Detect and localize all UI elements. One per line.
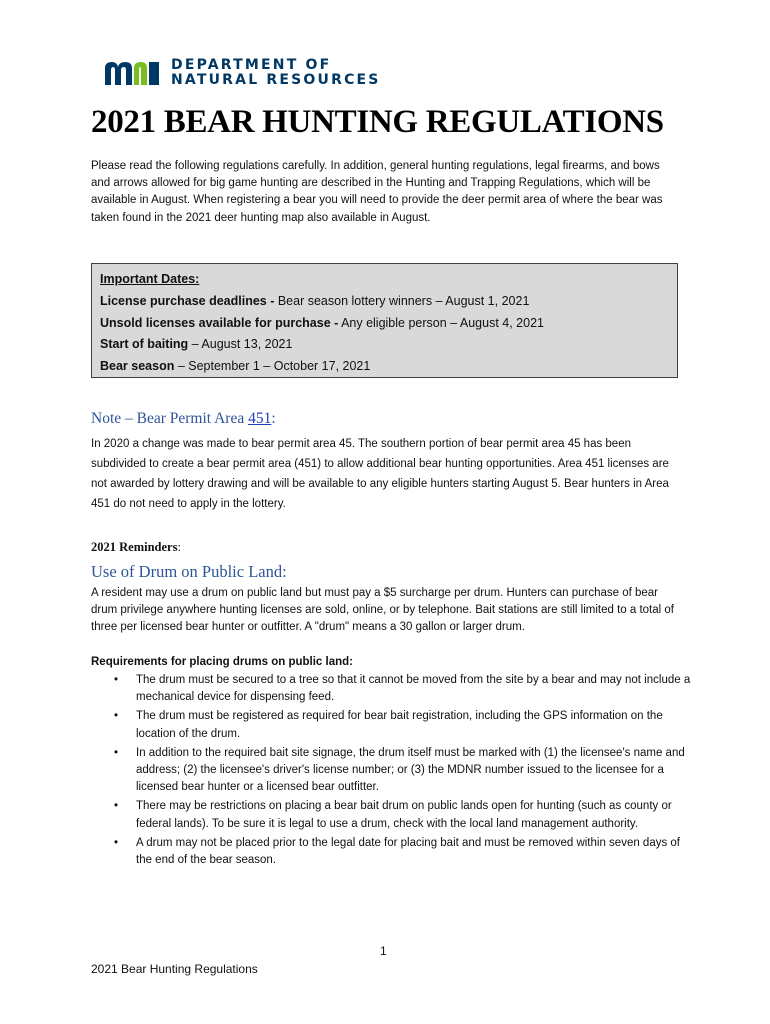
list-item-text: A drum may not be placed prior to the legal date for placing bait and must be removed within seven days of the end of the bear season. (136, 836, 681, 867)
date-value: Bear season lottery winners – August 1, 2021 (274, 293, 530, 308)
date-label: Bear season (100, 359, 175, 374)
bullet-icon: • (114, 674, 119, 686)
bullet-icon: • (114, 746, 119, 759)
logo-line2: NATURAL RESOURCES (171, 72, 381, 88)
date-label: Unsold licenses available for purchase - (100, 315, 339, 330)
page-title: 2021 BEAR HUNTING REGULATIONS (91, 104, 664, 140)
date-value: Any eligible person – August 4, 2021 (338, 315, 544, 330)
list-item (91, 745, 691, 797)
list-item-text: The drum must be secured to a tree so that it cannot be moved from the site by a bear and may not include a mechanical device for dispensing feed. (136, 674, 691, 704)
logo-line1: DEPARTMENT OF (171, 57, 332, 73)
list-item-text: The drum must be registered as required for bear bait registration, including the GPS information on the location of the drum. (136, 710, 663, 740)
note-heading-suffix: : (271, 410, 276, 427)
date-row (100, 291, 669, 313)
drum-heading: Use of Drum on Public Land: (91, 562, 287, 581)
list-item (91, 798, 691, 832)
reminders-suffix: : (177, 540, 181, 554)
date-value: – August 13, 2021 (188, 337, 293, 352)
bullet-icon: • (114, 800, 119, 813)
date-label: License purchase deadlines - (100, 293, 275, 308)
important-dates-box (91, 263, 678, 378)
list-item (91, 708, 691, 742)
date-label: Start of baiting (100, 337, 189, 352)
mn-logo-icon (103, 59, 161, 87)
reminders-heading (91, 540, 181, 555)
list-item-text: There may be restrictions on placing a bear bait drum on public lands open for hunting (such as county or federal lands). To be sure it is legal to use a drum, check with the local land management authority. (136, 800, 672, 830)
date-row (100, 334, 669, 356)
list-item-text: In addition to the required bait site signage, the drum itself must be marked with (1) the licensee's name and address; (2) the licensee's driver's license number; or (3) the MDNR number issued to the licensee for a licensed bear hunter or a licensed bear outfitter. (136, 746, 685, 794)
requirements-label: Requirements for placing drums on public land: (91, 656, 353, 668)
bullet-icon: • (114, 836, 119, 849)
bullet-icon: • (114, 710, 119, 723)
reminders-label: 2021 Reminders (91, 540, 178, 554)
list-item (91, 835, 691, 869)
note-heading-prefix: Note – Bear Permit Area (91, 410, 249, 427)
important-dates-heading: Important Dates: (100, 272, 200, 286)
list-item (91, 672, 691, 706)
date-row (100, 356, 669, 378)
dnr-logo (103, 58, 381, 88)
area-451-link[interactable]: 451 (248, 410, 272, 427)
date-value: – September 1 – October 17, 2021 (174, 359, 371, 374)
note-paragraph: In 2020 a change was made to bear permit area 45. The southern portion of bear permit area 45 has been subdivided to create a bear permit area (451) to allow additional bear hunting opportunities. Area 451 licenses are not awarded by lottery drawing and will be available to any eligible hunters starting August 5. Bear hunters in Area 451 do not need to apply in the lottery. (91, 438, 669, 510)
requirements-list (91, 672, 691, 871)
note-heading (91, 410, 276, 428)
intro-paragraph: Please read the following regulations carefully. In addition, general hunting regulations, legal firearms, and bows and arrows allowed for big game hunting are described in the Hunting and Trapping Regulations, which will be available in August. When registering a bear you will need to provide the deer permit area of where the bear was taken found in the 2021 deer hunting map also available in August. (91, 160, 663, 224)
page-footer: 2021 Bear Hunting Regulations (91, 962, 258, 976)
drum-paragraph: A resident may use a drum on public land but must pay a $5 surcharge per drum. Hunters can purchase of bear drum privilege anywhere hunting licenses are sold, online, or by telephone. Bait stations are still limited to a total of three per licensed bear hunter or outfitter. A "drum" means a 30 gallon or larger drum. (91, 587, 674, 634)
page-number: 1 (380, 944, 387, 958)
date-row (100, 313, 669, 335)
